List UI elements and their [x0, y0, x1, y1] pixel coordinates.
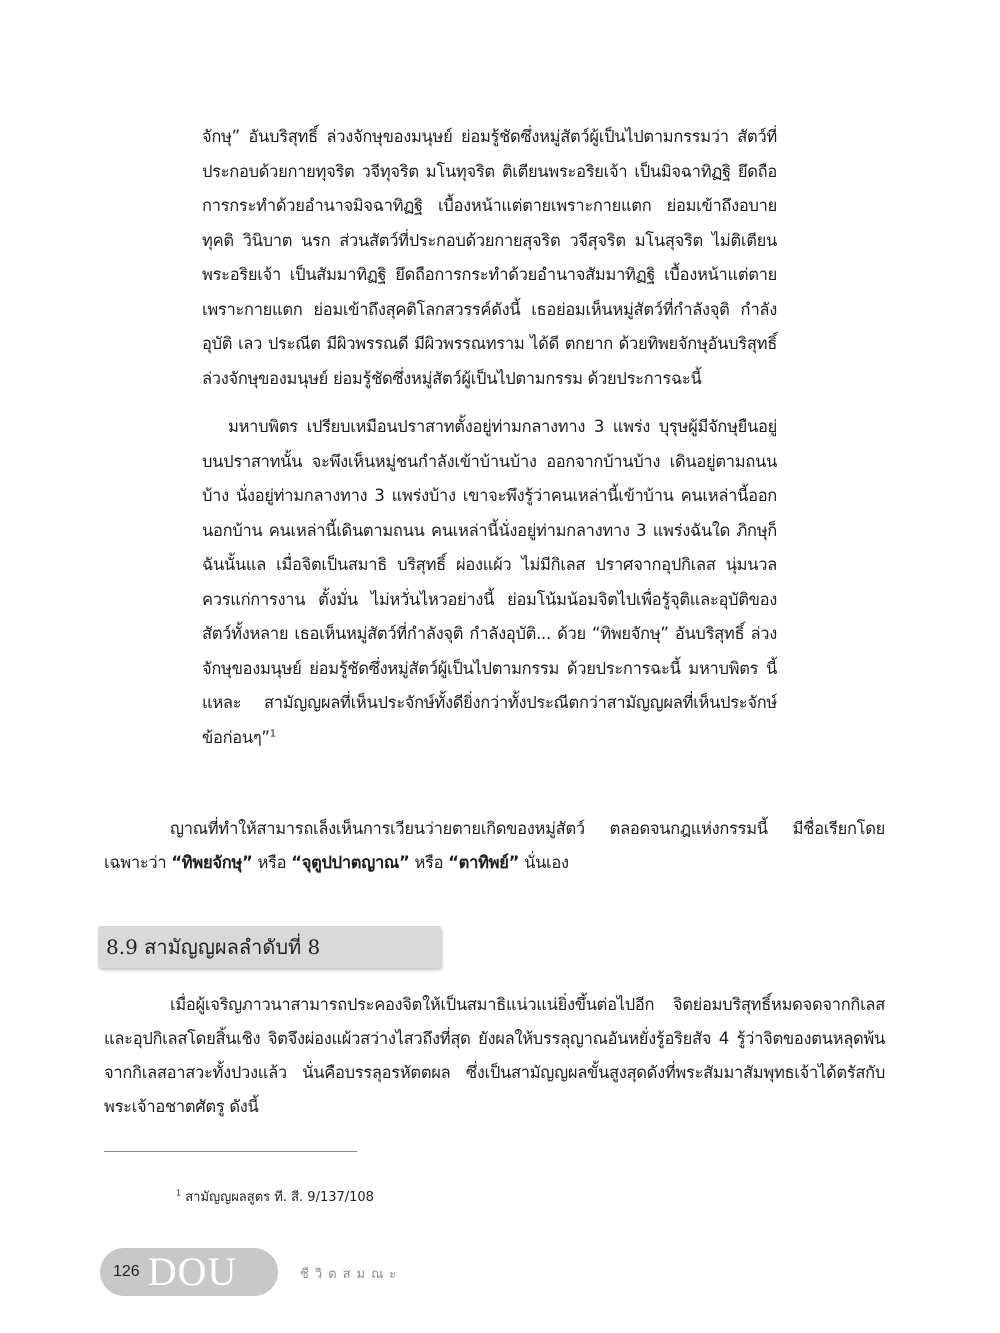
footnote-reference: 1	[269, 728, 276, 739]
summary-or-1: หรือ	[252, 853, 292, 872]
summary-or-2: หรือ	[409, 853, 449, 872]
quote-paragraph-2-text: มหาบพิตร เปรียบเหมือนปราสาทตั้งอยู่ท่ามกลางทาง 3 แพร่ง บุรุษผู้มีจักษุยืนอยู่บนปราสาทนั้น จะพึงเห็นหมู่ชนกำลังเข้าบ้านบ้าง ออกจากบ้านบ้าง เดินอยู่ตามถนนบ้าง นั่งอยู่ท่ามกลางทาง 3 แพร่งบ้าง เขาจะพึงรู้ว่าคนเหล่านี้เข้าบ้าน คนเหล่านี้ออกนอกบ้าน คนเหล่านี้เดินตามถนน คนเหล่านี้นั่งอยู่ท่ามกลางทาง 3 แพร่งฉันใด ภิกษุก็ฉันนั้นแล เมื่อจิตเป็นสมาธิ บริสุทธิ์ ผ่องแผ้ว ไม่มีกิเลส ปราศจากอุปกิเลส นุ่มนวล ควรแก่การงาน ตั้งมั่น ไม่หวั่นไหวอย่างนี้ ย่อมโน้มน้อมจิตไปเพื่อรู้จุติและอุบัติของสัตว์ทั้งหลาย เธอเห็นหมู่สัตว์ที่กำลังจุติ กำลังอุบัติ... ด้วย “ทิพยจักษุ” อันบริสุทธิ์ ล่วงจักษุของมนุษย์ ย่อมรู้ชัดซึ่งหมู่สัตว์ผู้เป็นไปตามกรรม ด้วยประการฉะนี้ มหาบพิตร นี้แหละ สามัญญผลที่เห็นประจักษ์ทั้งดียิ่งกว่าทั้งประณีตกว่าสามัญญผลที่เห็นประจักษ์ข้อก่อนๆ”	[202, 417, 777, 747]
footnote	[176, 1186, 374, 1207]
summary-lead: ญาณที่ทำให้สามารถเล็งเห็นการเวียนว่ายตายเกิดของหมู่สัตว์ ตลอดจนกฎแห่งกรรมนี้ มีชื่อเรียกโดยเฉพาะว่า	[104, 819, 885, 872]
section-heading	[98, 926, 441, 968]
term-tippayajaksu: “ทิพยจักษุ”	[171, 853, 253, 872]
dou-logo: DOU	[147, 1249, 238, 1294]
summary-paragraph	[104, 812, 885, 880]
quote-paragraph-1: จักษุ” อันบริสุทธิ์ ล่วงจักษุของมนุษย์ ย่อมรู้ชัดซึ่งหมู่สัตว์ผู้เป็นไปตามกรรมว่า สัตว์ที่ประกอบด้วยกายทุจริต วจีทุจริต มโนทุจริต ติเตียนพระอริยเจ้า เป็นมิจฉาทิฏฐิ ยึดถือการกระทำด้วยอำนาจมิจฉาทิฏฐิ เบื้องหน้าแต่ตายเพราะกายแตก ย่อมเข้าถึงอบาย ทุคติ วินิบาต นรก ส่วนสัตว์ที่ประกอบด้วยกายสุจริต วจีสุจริต มโนสุจริต ไม่ติเตียนพระอริยเจ้า เป็นสัมมาทิฏฐิ ยึดถือการกระทำด้วยอำนาจสัมมาทิฏฐิ เบื้องหน้าแต่ตายเพราะกายแตก ย่อมเข้าถึงสุคติโลกสวรรค์ดังนี้ เธอย่อมเห็นหมู่สัตว์ที่กำลังจุติ กำลังอุบัติ เลว ประณีต มีผิวพรรณดี มีผิวพรรณทราม ได้ดี ตกยาก ด้วยทิพยจักษุอันบริสุทธิ์ล่วงจักษุของมนุษย์ ย่อมรู้ชัดซึ่งหมู่สัตว์ผู้เป็นไปตามกรรม ด้วยประการฉะนี้	[202, 127, 777, 388]
term-tatip: “ตาทิพย์”	[448, 853, 520, 872]
summary-tail: นั่นเอง	[519, 853, 569, 872]
footnote-number: 1	[176, 1188, 182, 1198]
term-jutupapatayan: “จุตูปปาตญาณ”	[291, 853, 410, 872]
quoted-sutta-passage	[202, 120, 777, 755]
footnote-divider	[104, 1151, 357, 1152]
section-intro-paragraph: เมื่อผู้เจริญภาวนาสามารถประคองจิตให้เป็นสมาธิแน่วแน่ยิ่งขึ้นต่อไปอีก จิตย่อมบริสุทธิ์หมดจดจากกิเลสและอุปกิเลสโดยสิ้นเชิง จิตจึงผ่องแผ้วสว่างไสวถึงที่สุด ยังผลให้บรรลุญาณอันหยั่งรู้อริยสัจ 4 รู้ว่าจิตของตนหลุดพ้นจากกิเลสอาสวะทั้งปวงแล้ว นั่นคือบรรลุอรหัตตผล ซึ่งเป็นสามัญญผลขั้นสูงสุดดังที่พระสัมมาสัมพุทธเจ้าได้ตรัสกับพระเจ้าอชาตศัตรู ดังนี้	[104, 995, 885, 1116]
section-heading-text: 8.9 สามัญญผลลำดับที่ 8	[106, 935, 321, 959]
footnote-text: สามัญญผลสูตร ที. สี. 9/137/108	[185, 1190, 374, 1205]
quote-paragraph-2	[202, 410, 777, 755]
book-title: ชีวิตสมณะ	[300, 1267, 403, 1282]
page-footer-badge	[100, 1248, 278, 1296]
page-number: 126	[113, 1263, 140, 1280]
